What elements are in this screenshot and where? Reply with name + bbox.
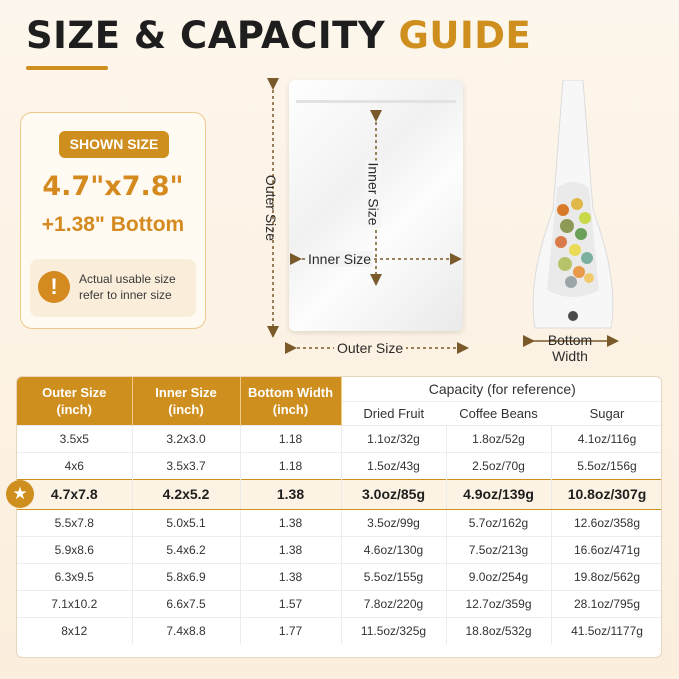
title-main: SIZE & CAPACITY xyxy=(26,14,386,57)
table-cell: 16.6oz/471g xyxy=(551,536,662,563)
table-cell: 5.5oz/155g xyxy=(341,563,446,590)
table-cell: 4.9oz/139g xyxy=(446,479,551,509)
table-cell: 7.5oz/213g xyxy=(446,536,551,563)
table-cell: 12.6oz/358g xyxy=(551,509,662,536)
header-outer-size-line-1: Outer Size xyxy=(42,384,107,400)
capacity-table xyxy=(17,377,662,644)
table-cell: 1.38 xyxy=(240,536,341,563)
table-cell: 7.1x10.2 xyxy=(17,590,132,617)
table-cell: 5.5oz/156g xyxy=(551,452,662,479)
header-sugar: Sugar xyxy=(551,401,662,425)
table-row xyxy=(17,425,662,452)
standup-pouch-image xyxy=(527,80,619,335)
table-cell: 4.6oz/130g xyxy=(341,536,446,563)
table-cell: 1.18 xyxy=(240,425,341,452)
table-row xyxy=(17,536,662,563)
table-body xyxy=(17,425,662,644)
table-cell: 2.5oz/70g xyxy=(446,452,551,479)
table-cell: 6.6x7.5 xyxy=(132,590,240,617)
table-cell: 7.8oz/220g xyxy=(341,590,446,617)
star-icon: ★ xyxy=(6,480,34,508)
table-cell: 7.4x8.8 xyxy=(132,617,240,644)
table-cell: 1.38 xyxy=(240,479,341,509)
table-cell: 5.5x7.8 xyxy=(17,509,132,536)
table-cell: 1.57 xyxy=(240,590,341,617)
shown-size-value: 4.7"x7.8" xyxy=(42,171,184,202)
header-dried-fruit: Dried Fruit xyxy=(341,401,446,425)
header-outer-size xyxy=(17,377,132,425)
table-row xyxy=(17,590,662,617)
shown-size-bottom: +1.38" Bottom xyxy=(41,213,185,236)
title-accent: GUIDE xyxy=(398,14,532,57)
outer-size-vertical-label: Outer Size xyxy=(263,174,280,242)
header-outer-size-line-2: (inch) xyxy=(56,401,92,417)
table-cell: 3.5x3.7 xyxy=(132,452,240,479)
size-capacity-table xyxy=(16,376,662,658)
header-inner-size xyxy=(132,377,240,425)
inner-size-vertical-label: Inner Size xyxy=(365,162,382,226)
table-cell: 18.8oz/532g xyxy=(446,617,551,644)
table-cell: 5.0x5.1 xyxy=(132,509,240,536)
table-cell: 12.7oz/359g xyxy=(446,590,551,617)
table-row xyxy=(17,617,662,644)
table-cell: 1.1oz/32g xyxy=(341,425,446,452)
table-cell: 1.77 xyxy=(240,617,341,644)
table-cell: 19.8oz/562g xyxy=(551,563,662,590)
header-capacity: Capacity (for reference) xyxy=(428,380,576,397)
table-cell: 3.0oz/85g xyxy=(341,479,446,509)
table-cell: 8x12 xyxy=(17,617,132,644)
table-cell: 10.8oz/307g xyxy=(551,479,662,509)
header-bottom-width-line-1: Bottom Width xyxy=(247,384,334,400)
bottom-width-label xyxy=(540,332,600,364)
bottom-width-line-2: Width xyxy=(552,348,588,364)
header-inner-size-line-2: (inch) xyxy=(168,401,204,417)
shown-size-badge: SHOWN SIZE xyxy=(59,131,169,158)
header-bottom-width xyxy=(240,377,341,425)
table-cell: 3.2x3.0 xyxy=(132,425,240,452)
outer-size-horizontal-label: Outer Size xyxy=(334,340,406,356)
table-cell: 4.1oz/116g xyxy=(551,425,662,452)
table-cell: 4.2x5.2 xyxy=(132,479,240,509)
table-cell: 1.38 xyxy=(240,509,341,536)
table-cell: 1.38 xyxy=(240,563,341,590)
inner-size-horizontal-label: Inner Size xyxy=(308,251,372,267)
table-row xyxy=(17,452,662,479)
note-line-1: Actual usable size xyxy=(79,272,176,286)
table-row xyxy=(17,563,662,590)
header-coffee-beans: Coffee Beans xyxy=(446,401,551,425)
table-cell: 3.5x5 xyxy=(17,425,132,452)
header-inner-size-line-1: Inner Size xyxy=(155,384,217,400)
table-cell: 28.1oz/795g xyxy=(551,590,662,617)
table-cell: 1.18 xyxy=(240,452,341,479)
table-cell: 6.3x9.5 xyxy=(17,563,132,590)
table-cell: 4x6 xyxy=(17,452,132,479)
table-cell: 11.5oz/325g xyxy=(341,617,446,644)
table-row xyxy=(17,479,662,509)
table-cell: 4.7x7.8 xyxy=(17,479,132,509)
bottom-width-line-1: Bottom xyxy=(547,332,593,348)
table-cell: 41.5oz/1177g xyxy=(551,617,662,644)
table-cell: 5.4x6.2 xyxy=(132,536,240,563)
table-cell: 9.0oz/254g xyxy=(446,563,551,590)
table-cell: 3.5oz/99g xyxy=(341,509,446,536)
exclamation-icon: ! xyxy=(38,271,70,303)
table-cell: 5.9x8.6 xyxy=(17,536,132,563)
table-cell: 5.7oz/162g xyxy=(446,509,551,536)
table-cell: 1.8oz/52g xyxy=(446,425,551,452)
table-cell: 1.5oz/43g xyxy=(341,452,446,479)
note-line-2: refer to inner size xyxy=(79,288,172,302)
table-cell: 5.8x6.9 xyxy=(132,563,240,590)
table-row xyxy=(17,509,662,536)
header-bottom-width-line-2: (inch) xyxy=(272,401,309,417)
